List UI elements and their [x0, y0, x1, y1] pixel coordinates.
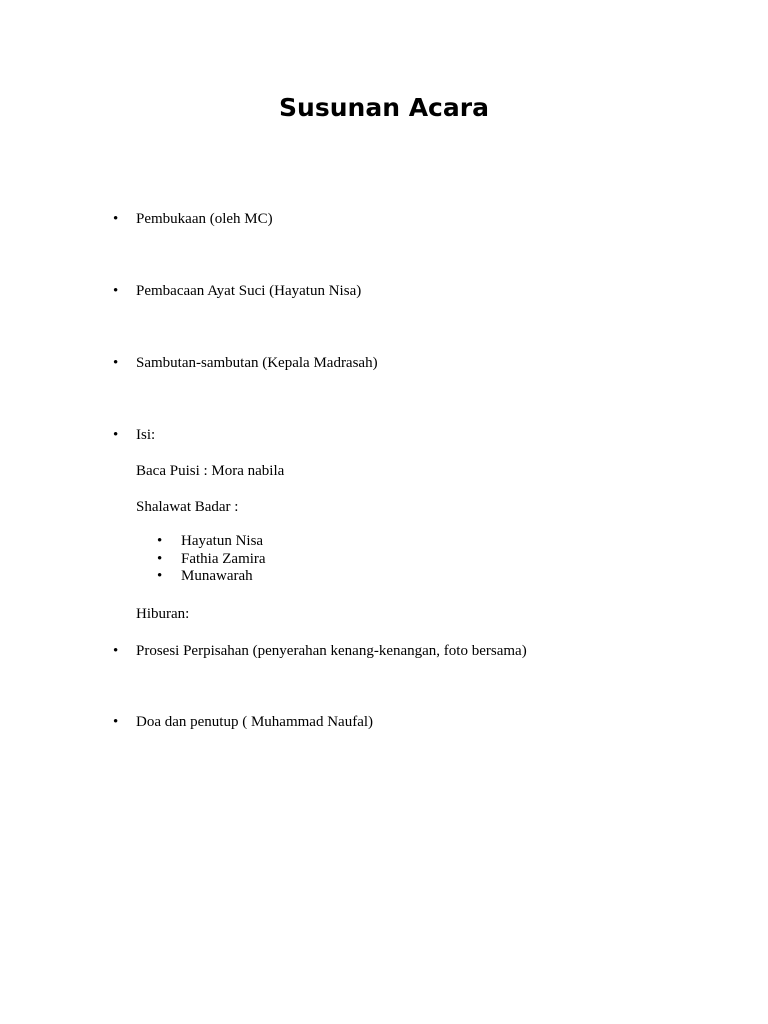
list-item-sambutan — [113, 353, 378, 373]
sub-list-item-text: Hayatun Nisa — [181, 533, 264, 549]
bullet-icon: • — [157, 568, 163, 584]
list-item-pembacaan-ayat-suci — [113, 281, 362, 301]
sub-list-item-text: Munawarah — [181, 568, 253, 584]
list-item-isi — [113, 425, 156, 445]
list-item-text: Isi: — [136, 427, 156, 443]
baca-puisi-line: Baca Puisi : Mora nabila — [136, 463, 285, 479]
list-item-text: Doa dan penutup ( Muhammad Naufal) — [136, 714, 374, 730]
bullet-icon: • — [113, 427, 119, 443]
bullet-icon: • — [157, 550, 163, 567]
list-item-text: Sambutan-sambutan (Kepala Madrasah) — [136, 355, 378, 371]
sub-list-item-text: Fathia Zamira — [181, 550, 266, 567]
bullet-icon: • — [157, 533, 163, 549]
bullet-icon: • — [113, 714, 119, 730]
list-item-doa-penutup — [113, 712, 374, 732]
list-item-pembukaan — [113, 209, 273, 229]
sub-list-item — [157, 533, 266, 551]
list-item-text: Pembukaan (oleh MC) — [136, 211, 273, 227]
sub-list-item — [157, 568, 266, 586]
bullet-icon: • — [113, 283, 119, 299]
bullet-icon: • — [113, 643, 119, 659]
page-title: Susunan Acara — [279, 93, 489, 122]
list-item-text: Pembacaan Ayat Suci (Hayatun Nisa) — [136, 283, 362, 299]
shalawat-members-list — [157, 533, 266, 586]
bullet-icon: • — [113, 211, 119, 227]
bullet-icon: • — [113, 355, 119, 371]
list-item-text: Prosesi Perpisahan (penyerahan kenang-kenangan, foto bersama) — [136, 643, 527, 659]
sub-list-item — [157, 550, 266, 569]
hiburan-line: Hiburan: — [136, 606, 190, 622]
shalawat-badar-line: Shalawat Badar : — [136, 499, 239, 515]
list-item-prosesi-perpisahan — [113, 641, 527, 661]
